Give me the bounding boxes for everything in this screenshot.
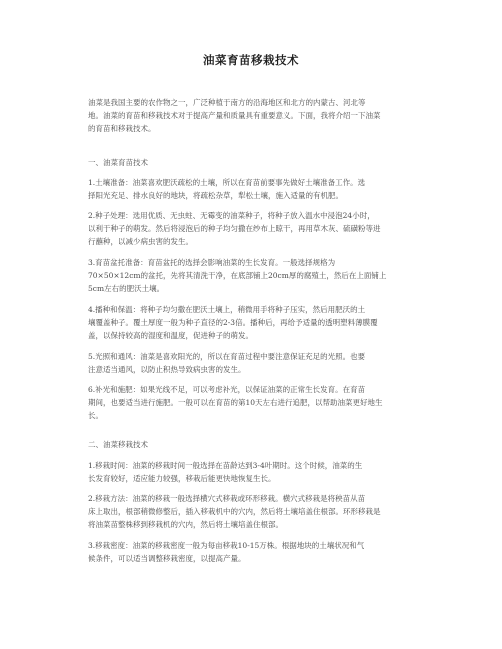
document-title: 油菜育苗移栽技术 bbox=[203, 53, 299, 67]
paragraph-sowing: 4.播种和保温：将种子均匀撒在肥沃土壤上，稍微用手将种子压实，然后用肥沃的土 壤覆盖种子。覆土厚度一般为种子直径的2-3倍。播种后，再给予适量的透明塑料薄膜覆 盖，以保持较高的湿度和温度，促进种子的萌发。 bbox=[88, 305, 378, 340]
section-heading-2: 二、油菜移栽技术 bbox=[88, 440, 148, 449]
paragraph-soil: 1.土壤准备：油菜喜欢肥沃疏松的土壤，所以在育苗前要事先做好土壤准备工作。选 择阳光充足、排水良好的地块，将疏松杂草，犁松土壤，施入适量的有机肥。 bbox=[88, 178, 366, 200]
paragraph-light: 5.光照和通风：油菜是喜欢阳光的，所以在育苗过程中要注意保证充足的光照。也要 注意适当通风，以防止积热导致病虫害的发生。 bbox=[88, 352, 366, 374]
paragraph-seed: 2.种子处理：选用优质、无虫蛀、无霉变的油菜种子，将种子放入温水中浸泡24小时， 以利于种子的萌发。然后将浸泡后的种子均匀撒在纱布上晾干，再用草木灰、硫磺粉等进 行蘸种，以减少病虫害的发生。 bbox=[88, 211, 381, 246]
paragraph-density: 3.移栽密度：油菜的移栽密度一般为每亩移栽10-15万株。根据地块的土壤状况和气 候条件，可以适当调整移栽密度，以提高产量。 bbox=[88, 541, 365, 563]
intro-paragraph: 油菜是我国主要的农作物之一，广泛种植于南方的沿海地区和北方的内蒙古、河北等 地。油菜的育苗和移栽技术对于提高产量和质量具有重要意义。下面，我将介绍一下油菜 的育苗和移栽技术。 bbox=[88, 98, 381, 133]
paragraph-fertilize: 6.补光和施肥：如果光线不足，可以考虑补光，以保证油菜的正常生长发育。在育苗 期间，也要适当进行施肥。一般可以在育苗的第10天左右进行追肥，以帮助油菜更好地生 长。 bbox=[88, 385, 383, 420]
paragraph-timing: 1.移栽时间：油菜的移栽时间一般选择在苗龄达到3-4叶期时。这个时候，油菜的生 长发育较好，适应能力较强，移栽后能更快地恢复生长。 bbox=[88, 461, 363, 483]
paragraph-method: 2.移栽方法：油菜的移栽一般选择横穴式移栽或环形移栽。横穴式移栽是将秧苗从苗 床上取出，根部稍微修整后，插入移栽机中的穴内，然后将土壤培盖住根部。环形移栽是 将油菜苗整株移到移栽机的穴内，然后将土壤培盖住根部。 bbox=[88, 494, 381, 529]
section-heading-1: 一、油菜育苗技术 bbox=[88, 158, 148, 167]
paragraph-tray: 3.育苗盆托准备：育苗盆托的选择会影响油菜的生长发育。一般选择规格为 70×50×12cm的盆托，先将其清洗干净，在底部铺上20cm厚的腐殖土，然后在上面铺上 5cm左右的肥沃土壤。 bbox=[88, 258, 387, 293]
